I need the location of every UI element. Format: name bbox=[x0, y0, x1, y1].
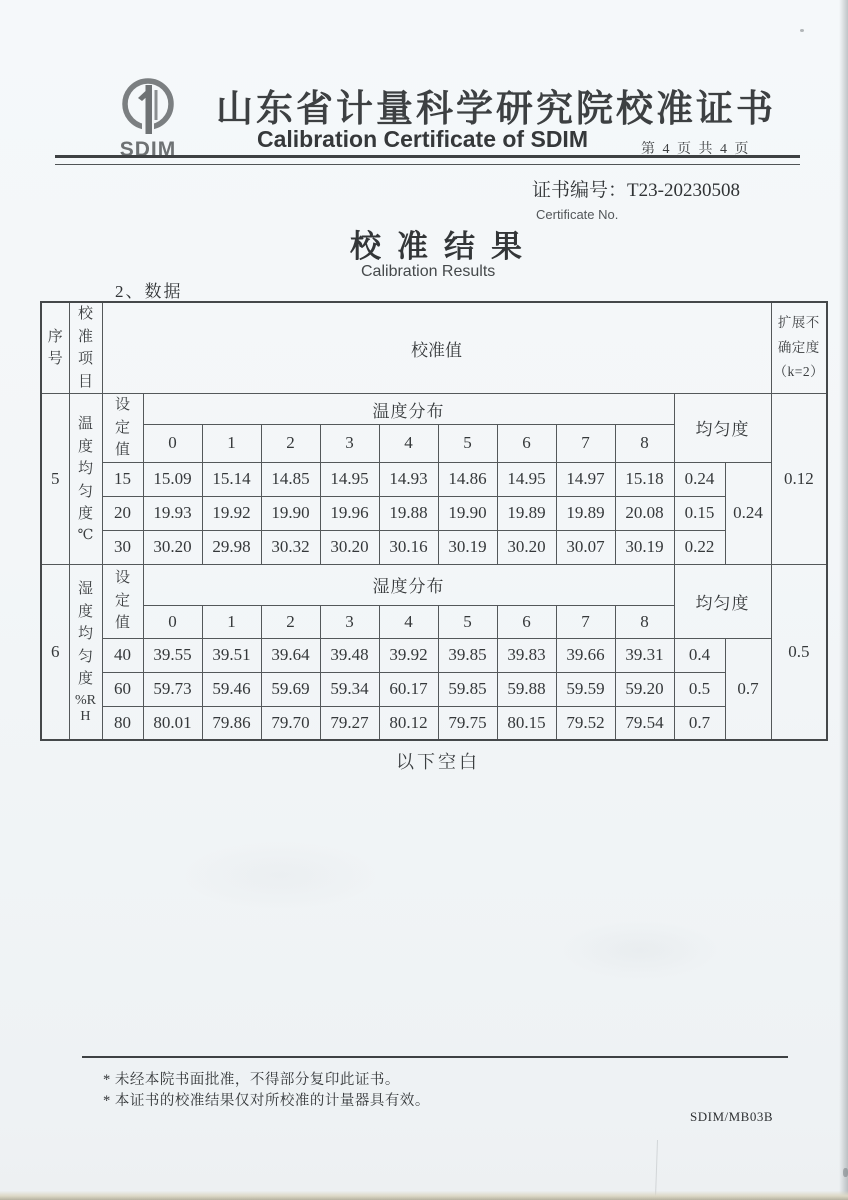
index-cell: 0 bbox=[143, 605, 202, 638]
value-cell: 39.31 bbox=[615, 638, 674, 672]
set-value: 15 bbox=[102, 462, 143, 496]
results-title-cn: 校准结果 bbox=[350, 229, 538, 264]
value-cell: 79.52 bbox=[556, 706, 615, 740]
value-cell: 30.32 bbox=[261, 530, 320, 564]
value-cell: 60.17 bbox=[379, 672, 438, 706]
paper-crease bbox=[655, 1140, 658, 1198]
section5-row-15 bbox=[41, 462, 827, 496]
value-cell: 59.88 bbox=[497, 672, 556, 706]
value-cell: 59.34 bbox=[320, 672, 379, 706]
certificate-title-cn: 山东省计量科学研究院校准证书 bbox=[216, 89, 776, 130]
value-cell: 14.97 bbox=[556, 462, 615, 496]
index-cell: 5 bbox=[438, 425, 497, 462]
footer-note-2: * 本证书的校准结果仅对所校准的计量器具有效。 bbox=[103, 1093, 430, 1109]
index-cell: 8 bbox=[615, 605, 674, 638]
section5-expanded-uncertainty: 0.12 bbox=[771, 394, 827, 565]
section6-row-60 bbox=[41, 672, 827, 706]
value-cell: 30.20 bbox=[497, 530, 556, 564]
value-cell: 59.85 bbox=[438, 672, 497, 706]
value-cell: 19.90 bbox=[438, 496, 497, 530]
value-cell: 19.92 bbox=[202, 496, 261, 530]
certificate-number-label-en: Certificate No. bbox=[536, 207, 619, 222]
index-cell: 8 bbox=[615, 425, 674, 462]
index-cell: 5 bbox=[438, 605, 497, 638]
value-cell: 59.69 bbox=[261, 672, 320, 706]
section5-row-20 bbox=[41, 496, 827, 530]
header-item: 校准项目 bbox=[69, 302, 102, 394]
section5-serial: 5 bbox=[41, 394, 69, 565]
section5-item: 温度均匀度 ℃ bbox=[69, 394, 102, 565]
value-cell: 80.01 bbox=[143, 706, 202, 740]
index-cell: 2 bbox=[261, 605, 320, 638]
value-cell: 15.09 bbox=[143, 462, 202, 496]
section6-expanded-uncertainty: 0.5 bbox=[771, 564, 827, 740]
value-cell: 59.46 bbox=[202, 672, 261, 706]
value-cell: 39.85 bbox=[438, 638, 497, 672]
value-cell: 19.93 bbox=[143, 496, 202, 530]
set-value: 20 bbox=[102, 496, 143, 530]
value-cell: 79.27 bbox=[320, 706, 379, 740]
section6-serial: 6 bbox=[41, 564, 69, 740]
value-cell: 79.54 bbox=[615, 706, 674, 740]
value-cell: 39.48 bbox=[320, 638, 379, 672]
section5-header-row bbox=[41, 394, 827, 425]
header-divider bbox=[55, 155, 800, 165]
form-code: SDIM/MB03B bbox=[690, 1109, 774, 1124]
section6-item: 湿度均匀度 %RH bbox=[69, 564, 102, 740]
section5-distribution-label: 温度分布 bbox=[143, 394, 674, 425]
set-value: 80 bbox=[102, 706, 143, 740]
value-cell: 14.85 bbox=[261, 462, 320, 496]
value-cell: 20.08 bbox=[615, 496, 674, 530]
results-title-en: Calibration Results bbox=[361, 263, 496, 280]
value-cell: 19.89 bbox=[556, 496, 615, 530]
set-value: 30 bbox=[102, 530, 143, 564]
footer-divider bbox=[82, 1056, 788, 1058]
uniformity-cell: 0.22 bbox=[674, 530, 725, 564]
scan-edge-shadow-bottom bbox=[0, 1191, 848, 1200]
value-cell: 19.96 bbox=[320, 496, 379, 530]
value-cell: 80.15 bbox=[497, 706, 556, 740]
uniformity-cell: 0.7 bbox=[674, 706, 725, 740]
index-cell: 6 bbox=[497, 425, 556, 462]
section5-uniformity-label: 均匀度 bbox=[674, 394, 771, 463]
uniformity-cell: 0.15 bbox=[674, 496, 725, 530]
value-cell: 79.86 bbox=[202, 706, 261, 740]
value-cell: 80.12 bbox=[379, 706, 438, 740]
value-cell: 79.75 bbox=[438, 706, 497, 740]
calibration-data-table bbox=[40, 301, 828, 741]
sdim-emblem-icon bbox=[110, 76, 186, 140]
header-expanded-uncertainty: 扩展不 确定度 （k=2） bbox=[771, 302, 827, 394]
index-cell: 1 bbox=[202, 605, 261, 638]
page-number: 第 4 页 共 4 页 bbox=[641, 142, 751, 157]
value-cell: 59.20 bbox=[615, 672, 674, 706]
scan-edge-shadow-right bbox=[839, 0, 848, 1200]
section5-set-label: 设定值 bbox=[102, 394, 143, 463]
section6-row-40 bbox=[41, 638, 827, 672]
section6-set-label: 设定值 bbox=[102, 564, 143, 638]
section5-row-30 bbox=[41, 530, 827, 564]
footer-note-1: * 未经本院书面批准，不得部分复印此证书。 bbox=[103, 1072, 400, 1088]
table-header-row bbox=[41, 302, 827, 394]
data-section-label: 2、数据 bbox=[115, 282, 183, 301]
logo-text: SDIM bbox=[119, 138, 177, 161]
uniformity-cell: 0.24 bbox=[674, 462, 725, 496]
value-cell: 14.93 bbox=[379, 462, 438, 496]
uniformity-cell: 0.4 bbox=[674, 638, 725, 672]
value-cell: 19.90 bbox=[261, 496, 320, 530]
index-cell: 2 bbox=[261, 425, 320, 462]
value-cell: 39.55 bbox=[143, 638, 202, 672]
value-cell: 30.19 bbox=[438, 530, 497, 564]
value-cell: 14.95 bbox=[497, 462, 556, 496]
section6-row-80 bbox=[41, 706, 827, 740]
certificate-number-label: 证书编号： bbox=[532, 180, 628, 201]
index-cell: 0 bbox=[143, 425, 202, 462]
section6-header-row bbox=[41, 564, 827, 605]
index-cell: 3 bbox=[320, 425, 379, 462]
value-cell: 19.89 bbox=[497, 496, 556, 530]
index-cell: 1 bbox=[202, 425, 261, 462]
value-cell: 30.07 bbox=[556, 530, 615, 564]
value-cell: 39.92 bbox=[379, 638, 438, 672]
section6-uniformity-label: 均匀度 bbox=[674, 564, 771, 638]
value-cell: 15.14 bbox=[202, 462, 261, 496]
value-cell: 59.73 bbox=[143, 672, 202, 706]
scan-smudge bbox=[180, 840, 380, 910]
set-value: 60 bbox=[102, 672, 143, 706]
index-cell: 7 bbox=[556, 605, 615, 638]
scan-speck bbox=[800, 29, 804, 32]
scan-smudge bbox=[560, 920, 720, 980]
section5-combined-uniformity: 0.24 bbox=[725, 462, 771, 564]
index-cell: 7 bbox=[556, 425, 615, 462]
value-cell: 30.19 bbox=[615, 530, 674, 564]
value-cell: 30.16 bbox=[379, 530, 438, 564]
value-cell: 19.88 bbox=[379, 496, 438, 530]
certificate-number-line bbox=[532, 175, 740, 202]
value-cell: 39.83 bbox=[497, 638, 556, 672]
blank-below-note: 以下空白 bbox=[396, 752, 480, 772]
value-cell: 15.18 bbox=[615, 462, 674, 496]
section6-combined-uniformity: 0.7 bbox=[725, 638, 771, 740]
index-cell: 6 bbox=[497, 605, 556, 638]
value-cell: 14.86 bbox=[438, 462, 497, 496]
sdim-logo bbox=[110, 76, 186, 162]
index-cell: 4 bbox=[379, 605, 438, 638]
header-calibration-value: 校准值 bbox=[102, 302, 771, 394]
uniformity-cell: 0.5 bbox=[674, 672, 725, 706]
value-cell: 30.20 bbox=[143, 530, 202, 564]
value-cell: 29.98 bbox=[202, 530, 261, 564]
value-cell: 30.20 bbox=[320, 530, 379, 564]
index-cell: 3 bbox=[320, 605, 379, 638]
value-cell: 39.66 bbox=[556, 638, 615, 672]
certificate-number-value: T23-20230508 bbox=[627, 180, 740, 201]
value-cell: 59.59 bbox=[556, 672, 615, 706]
value-cell: 14.95 bbox=[320, 462, 379, 496]
section6-distribution-label: 湿度分布 bbox=[143, 564, 674, 605]
value-cell: 79.70 bbox=[261, 706, 320, 740]
index-cell: 4 bbox=[379, 425, 438, 462]
set-value: 40 bbox=[102, 638, 143, 672]
value-cell: 39.64 bbox=[261, 638, 320, 672]
header-serial: 序号 bbox=[41, 302, 69, 394]
value-cell: 39.51 bbox=[202, 638, 261, 672]
certificate-title-en: Calibration Certificate of SDIM bbox=[257, 126, 588, 152]
